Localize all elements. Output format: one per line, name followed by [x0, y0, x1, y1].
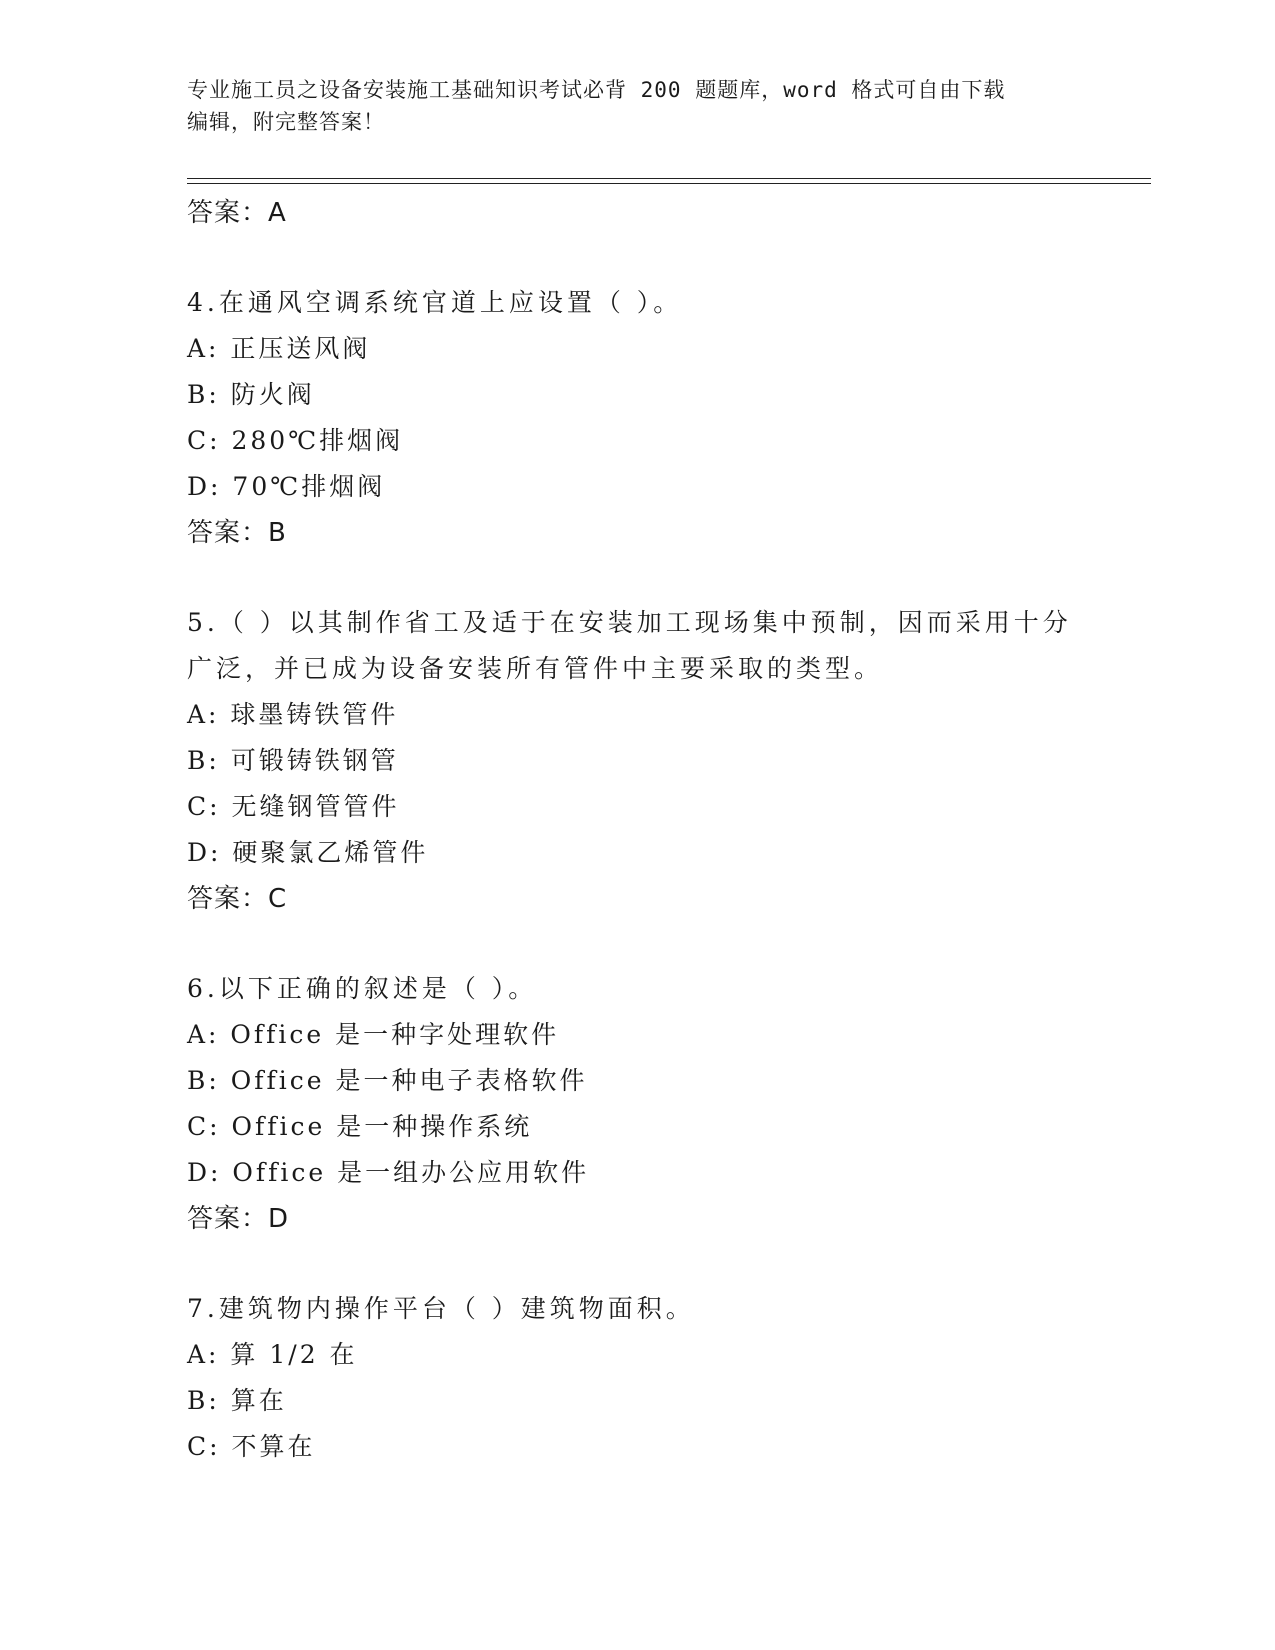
question-4: [187, 280, 1087, 556]
answer-line: 答案：D: [187, 1204, 290, 1234]
question-stem: 6.以下正确的叙述是（ ）。: [187, 974, 538, 1003]
question-7: [187, 1286, 1087, 1470]
header-title-line2: 编辑，附完整答案！: [187, 110, 385, 134]
answer-line-prev: 答案：A: [187, 198, 287, 228]
option-a: A: 球墨铸铁管件: [187, 700, 399, 729]
answer-line: 答案：C: [187, 884, 288, 914]
question-stem: 5.（ ）以其制作省工及适于在安装加工现场集中预制，因而采用十分广泛，并已成为设备安装所有管件中主要采取的类型。: [187, 608, 1072, 683]
option-d: D: Office 是一组办公应用软件: [187, 1158, 590, 1187]
question-list: [187, 190, 1087, 1470]
option-a: A: 正压送风阀: [187, 334, 371, 363]
header-divider-top: [187, 178, 1151, 179]
option-c: C: 无缝钢管管件: [187, 792, 400, 821]
option-c: C: Office 是一种操作系统: [187, 1112, 533, 1141]
option-b: B: 算在: [187, 1386, 287, 1415]
question-5: [187, 600, 1087, 922]
header-divider-bottom: [187, 183, 1151, 184]
option-b: B: Office 是一种电子表格软件: [187, 1066, 588, 1095]
document-header: [187, 74, 1067, 138]
option-b: B: 防火阀: [187, 380, 315, 409]
question-6: [187, 966, 1087, 1242]
option-a: A: 算 1/2 在: [187, 1340, 358, 1369]
answer-line: 答案：B: [187, 518, 287, 548]
option-c: C: 不算在: [187, 1432, 316, 1461]
header-title-line1: 专业施工员之设备安装施工基础知识考试必背 200 题题库，word 格式可自由下载: [187, 78, 1006, 102]
option-a: A: Office 是一种字处理软件: [187, 1020, 560, 1049]
question-stem: 4.在通风空调系统官道上应设置（ ）。: [187, 288, 683, 317]
option-c: C: 280℃排烟阀: [187, 426, 404, 455]
question-stem: 7.建筑物内操作平台（ ）建筑物面积。: [187, 1294, 695, 1323]
option-d: D: 70℃排烟阀: [187, 472, 386, 501]
option-b: B: 可锻铸铁钢管: [187, 746, 399, 775]
option-d: D: 硬聚氯乙烯管件: [187, 838, 429, 867]
